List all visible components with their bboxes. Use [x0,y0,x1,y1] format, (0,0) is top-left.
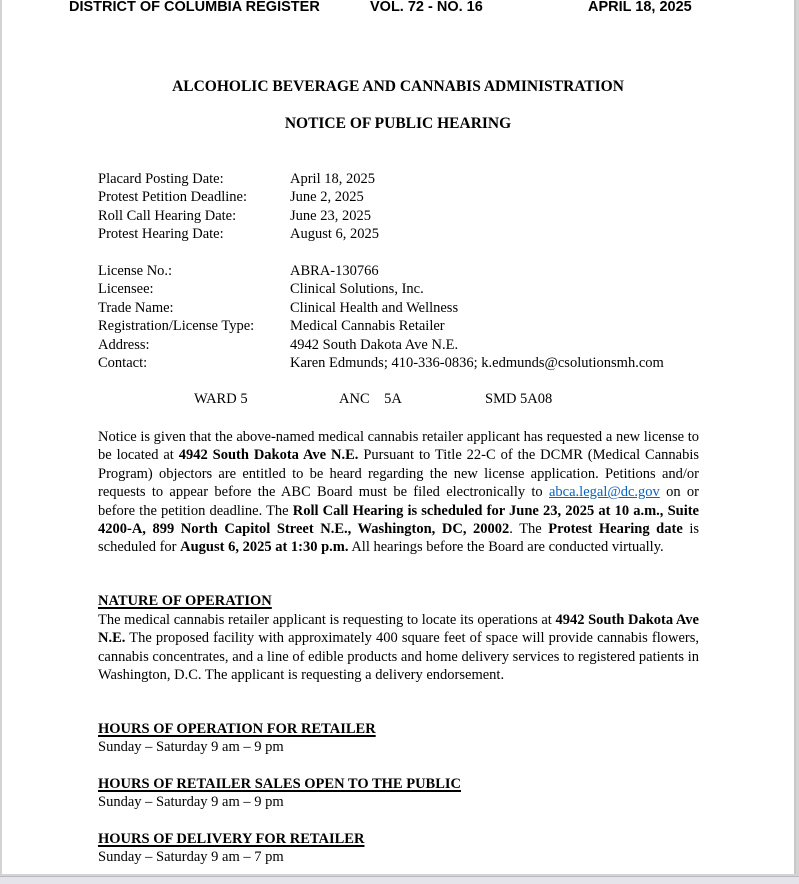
nature-paragraph [98,611,699,685]
license-value: Clinical Solutions, Inc. [290,281,424,298]
date-label: Roll Call Hearing Date: [98,207,237,224]
hours-sales-heading: HOURS OF RETAILER SALES OPEN TO THE PUBLIC [98,776,461,792]
volume-number: VOL. 72 - NO. 16 [370,0,483,15]
text: . The [509,521,549,538]
bold-text: 4942 South Dakota Ave N.E. [178,447,359,464]
license-value: Karen Edmunds; 410-336-0836; k.edmunds@csolutionsmh.com [290,354,664,371]
email-link[interactable]: abca.legal@dc.gov [549,484,660,501]
bold-text: Protest Hearing date [548,521,683,538]
license-label: Address: [98,336,150,353]
license-label: Licensee: [98,281,154,298]
anc: ANC 5A [339,391,402,407]
text: on or before the petition deadline. The [98,484,699,519]
date-label: Placard Posting Date: [98,171,224,187]
license-value: 4942 South Dakota Ave N.E. [290,336,459,353]
text: is scheduled for [98,521,699,556]
hours-operation-heading: HOURS OF OPERATION FOR RETAILER [98,721,376,737]
text: All hearings before the Board are conducted virtually. [348,539,664,556]
text: The medical cannabis retailer applicant is requesting to locate its operations at [98,612,556,628]
publication-name: DISTRICT OF COLUMBIA REGISTER [69,0,320,15]
date-value: June 2, 2025 [290,189,364,206]
license-value: Clinical Health and Wellness [290,299,459,316]
text: Pursuant to Title 22-C of the DCMR (Medical Cannabis Program) objectors are entitled to be heard regarding the new license application. Petitions and/or requests to appear before the ABC Board must be filed electronically to [98,447,700,501]
date-value: April 18, 2025 [290,171,375,187]
license-label: License No.: [98,263,173,279]
text: The proposed facility with approximately 400 square feet of space will provide cannabis flowers, cannabis concentrates, and a line of edible products and home delivery services to registered patients in Washington, D.C. The applicant is requesting a delivery endorsement. [98,630,699,684]
hours-sales-value: Sunday – Saturday 9 am – 9 pm [98,794,284,810]
license-label: Contact: [98,354,148,371]
bold-text: Roll Call Hearing is scheduled for June 23, 2025 at 10 a.m., Suite 4200-A, 899 North Capitol Street N.E., Washington, DC, 20002 [98,502,699,538]
hours-operation-value: Sunday – Saturday 9 am – 9 pm [98,739,284,755]
hours-delivery-value: Sunday – Saturday 9 am – 7 pm [98,849,284,865]
publication-date: APRIL 18, 2025 [588,0,692,15]
bold-text: 4942 South Dakota Ave N.E. [98,612,699,647]
notice-paragraph [98,428,699,557]
register-header [2,0,794,19]
smd: SMD 5A08 [485,391,553,407]
notice-title: NOTICE OF PUBLIC HEARING [284,115,512,132]
license-label: Trade Name: [98,299,174,316]
license-value: ABRA-130766 [290,263,379,279]
nature-heading: NATURE OF OPERATION [98,593,272,609]
document-page [2,0,796,874]
date-label: Protest Hearing Date: [98,226,224,243]
date-value: June 23, 2025 [290,207,371,224]
text: Notice is given that the above-named medical cannabis retailer applicant has requested a new license to be located at [98,429,699,464]
date-label: Protest Petition Deadline: [98,189,248,206]
license-label: Registration/License Type: [98,318,255,335]
bold-text: August 6, 2025 at 1:30 p.m. [180,539,349,556]
ward: WARD 5 [194,391,248,407]
date-value: August 6, 2025 [290,226,380,243]
agency-title: ALCOHOLIC BEVERAGE AND CANNABIS ADMINISTRATION [172,78,624,95]
hours-delivery-heading: HOURS OF DELIVERY FOR RETAILER [98,831,365,847]
license-value: Medical Cannabis Retailer [290,318,445,335]
